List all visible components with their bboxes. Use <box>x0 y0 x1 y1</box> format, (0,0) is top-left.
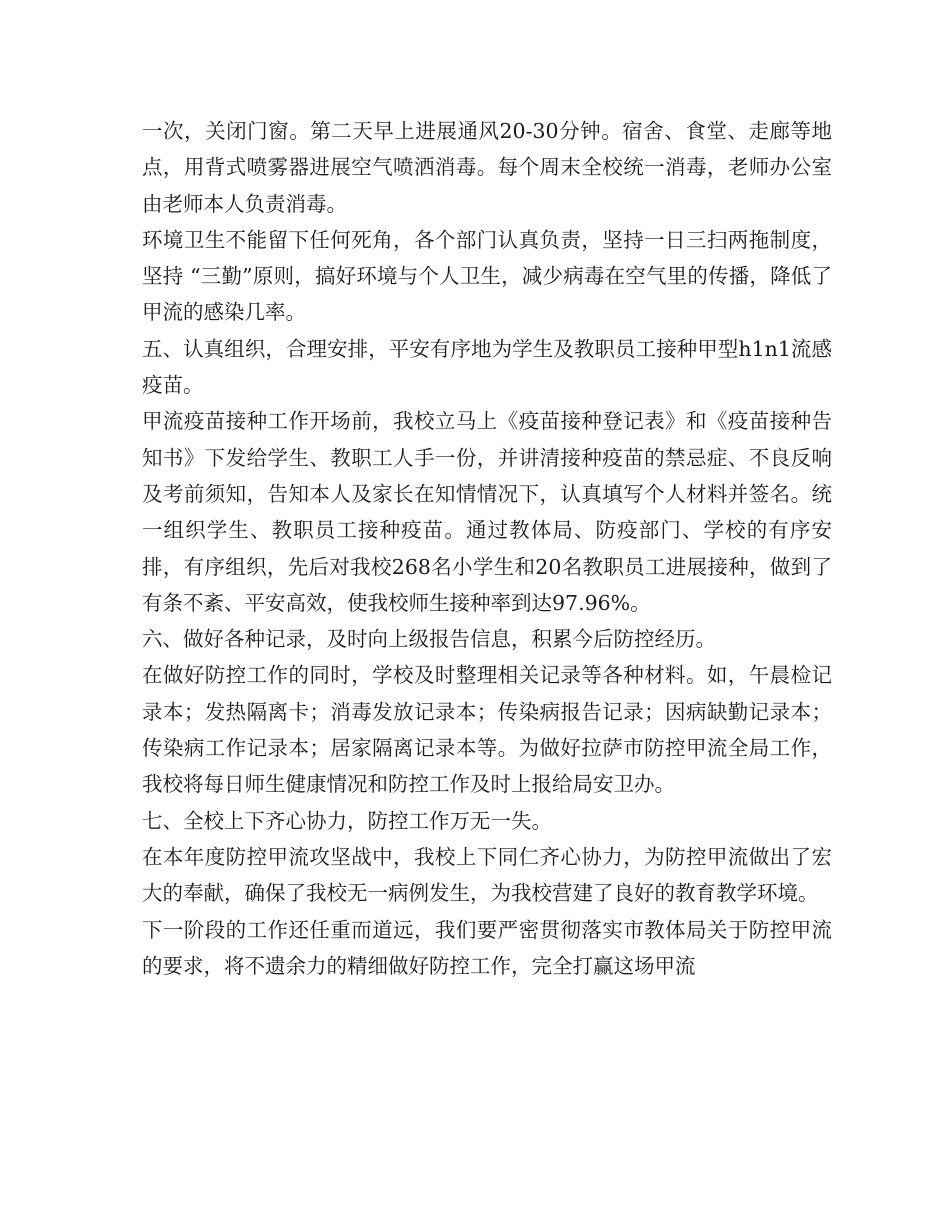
paragraph-next-stage: 下一阶段的工作还任重而道远，我们要严密贯彻落实市教体局关于防控甲流的要求，将不遗余力的精细做好防控工作，完全打赢这场甲流 <box>142 917 832 978</box>
section-heading-cooperation: 七、全校上下齐心协力，防控工作万无一失。 <box>142 808 552 833</box>
paragraph-cooperation: 在本年度防控甲流攻坚战中，我校上下同仁齐心协力，为防控甲流做出了宏大的奉献，确保了我校无一病例发生，为我校营建了良好的教育教学环境。 <box>142 844 832 906</box>
section-heading-vaccination: 五、认真组织，合理安排，平安有序地为学生及教职员工接种甲型h1n1流感疫苗。 <box>142 336 832 398</box>
document-page <box>142 113 832 984</box>
section-heading-records: 六、做好各种记录，及时向上级报告信息，积累今后防控经历。 <box>142 627 716 652</box>
paragraph-disinfection: 一次，关闭门窗。第二天早上进展通风20-30分钟。宿舍、食堂、走廊等地点，用背式喷雾器进展空气喷洒消毒。每个周末全校统一消毒，老师办公室由老师本人负责消毒。 <box>142 119 832 216</box>
paragraph-vaccination: 甲流疫苗接种工作开场前，我校立马上《疫苗接种登记表》和《疫苗接种告知书》下发给学生、教职工人手一份，并讲清接种疫苗的禁忌症、不良反响及考前须知，告知本人及家长在知情情况下，认真填写个人材料并签名。统一组织学生、教职员工接种疫苗。通过教体局、防疫部门、学校的有序安排，有序组织，先后对我校268名小学生和20名教职员工进展接种，做到了有条不紊、平安高效，使我校师生接种率到达97.96%。 <box>142 409 832 615</box>
paragraph-environment-hygiene: 环境卫生不能留下任何死角，各个部门认真负责，坚持一日三扫两拖制度，坚持 “三勤”原则，搞好环境与个人卫生，减少病毒在空气里的传播，降低了甲流的感染几率。 <box>142 227 832 325</box>
paragraph-records: 在做好防控工作的同时，学校及时整理相关记录等各种材料。如，午晨检记录本；发热隔离卡；消毒发放记录本；传染病报告记录；因病缺勤记录本；传染病工作记录本；居家隔离记录本等。为做好拉萨市防控甲流全局工作，我校将每日师生健康情况和防控工作及时上报给局安卫办。 <box>142 663 832 797</box>
